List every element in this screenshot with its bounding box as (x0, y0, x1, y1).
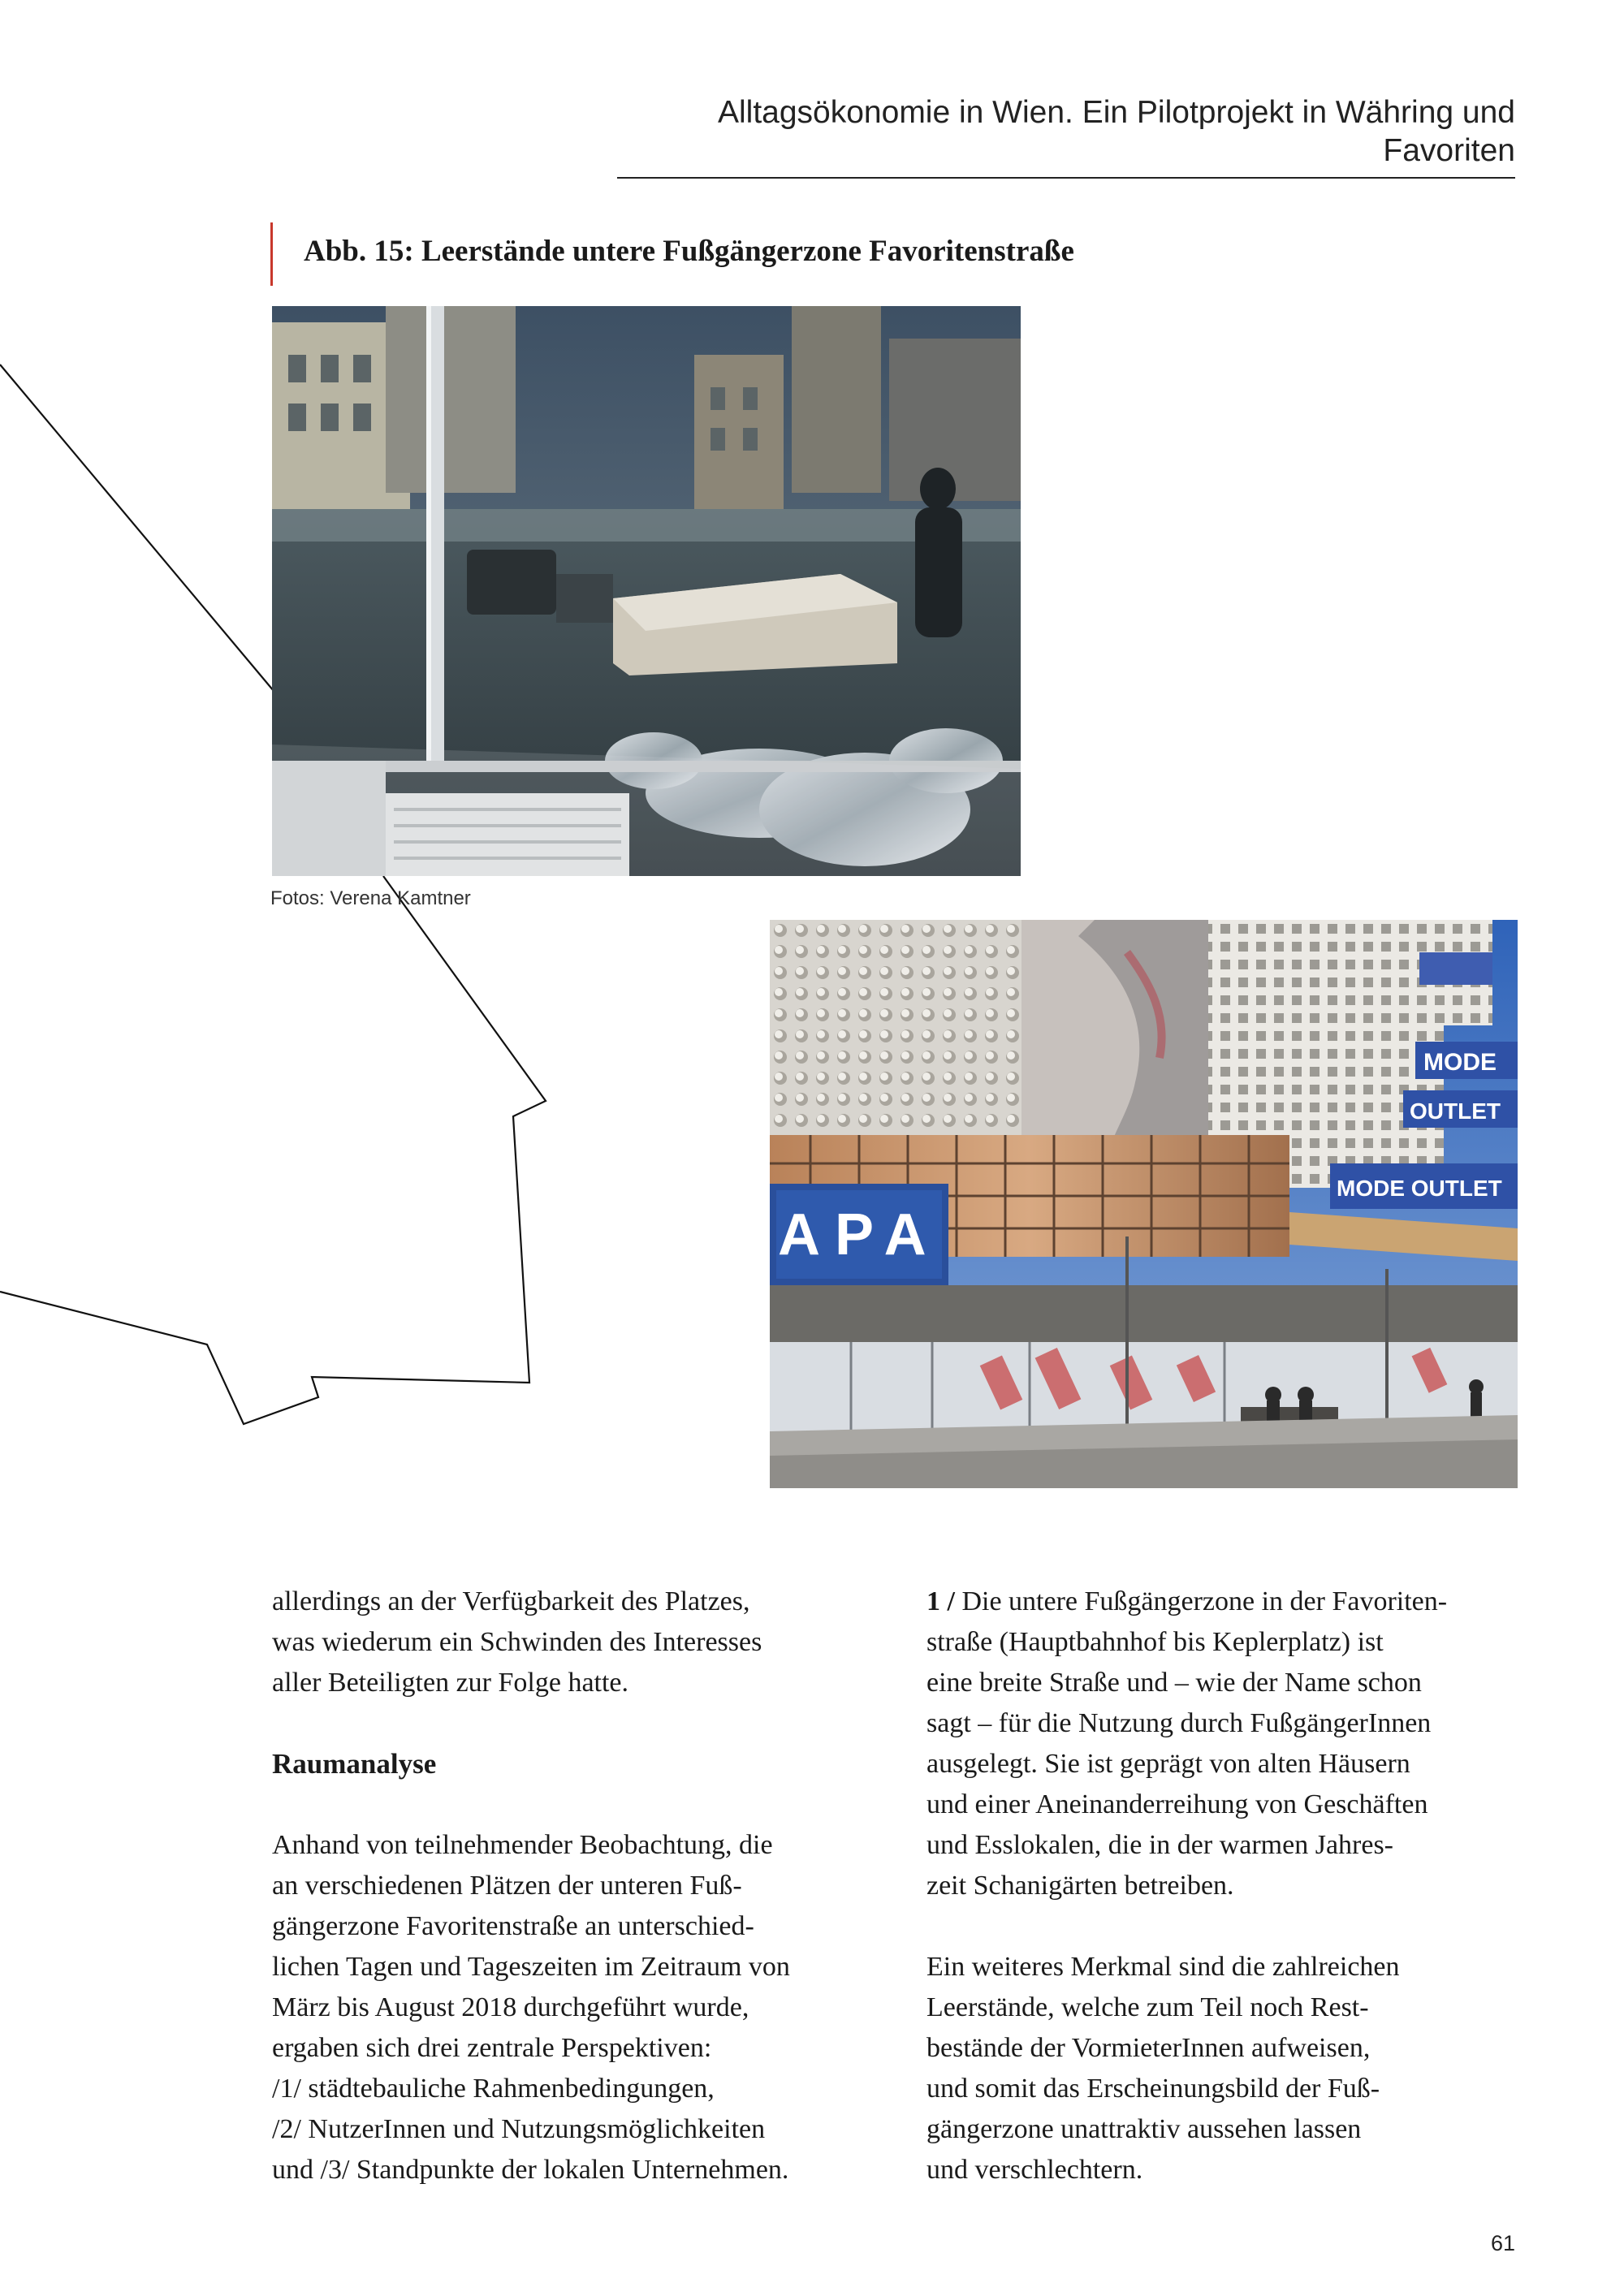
paragraph-1 (926, 1582, 1544, 1906)
text-column-right (926, 1582, 1544, 2190)
photo-vacant-shop-window (272, 306, 1021, 876)
caption-accent-bar (270, 222, 273, 286)
text-column-left (272, 1582, 889, 2190)
page-number: 61 (1491, 2231, 1516, 2255)
paragraph-number: 1 / (926, 1586, 955, 1616)
running-header: Alltagsökonomie in Wien. Ein Pilotprojekt in Währing und Favoriten (617, 94, 1515, 179)
outlet-sign-1: MODE (1423, 1049, 1497, 1076)
paragraph-1-text: Die untere Fußgängerzone in der Favoriten- straße (Hauptbahnhof bis Keplerplatz) ist eine breite Straße und – wie der Name schon sagt – für die Nutzung durch FußgängerInnen ausgelegt. Sie ist geprägt von alten Häusern und einer Aneinanderreihung von Geschäften und Esslokalen, die in der warmen Jahres- zeit Schanigärten betreiben. (926, 1586, 1448, 1901)
figure-title: Abb. 15: Leerstände untere Fußgängerzone Favoritenstraße (304, 235, 1074, 268)
intro-paragraph: allerdings an der Verfügbarkeit des Platzes, was wiederum ein Schwinden des Interesses aller Beteiligten zur Folge hatte. (272, 1586, 762, 1698)
outlet-sign-3: MODE OUTLET (1337, 1176, 1502, 1201)
photo-credit: Fotos: Verena Kamtner (270, 887, 471, 909)
outlet-sign-2: OUTLET (1410, 1098, 1501, 1124)
section-heading: Raumanalyse (272, 1748, 437, 1780)
analysis-paragraph: Anhand von teilnehmender Beobachtung, die an verschiedenen Plätzen der unteren Fuß- gängerzone Favoritenstraße an unterschied- lichen Tagen und Tageszeiten im Zeitraum von März bis August 2018 durchgeführt wurde, ergaben sich drei zentrale Perspektiven: /1/ städtebauliche Rahmenbedingungen, /2/ NutzerInnen und Nutzungsmöglichkeiten und /3/ Standpunkte der lokalen Unternehmen. (272, 1830, 790, 2185)
store-sign: APA (778, 1202, 941, 1267)
paragraph-2: Ein weiteres Merkmal sind die zahlreichen Leerstände, welche zum Teil noch Rest- bestände der VormieterInnen aufweisen, und somit das Erscheinungsbild der Fuß- gängerzone unattraktiv aussehen lassen und verschlechtern. (926, 1952, 1400, 2185)
photo-outlet-facade (770, 920, 1518, 1488)
